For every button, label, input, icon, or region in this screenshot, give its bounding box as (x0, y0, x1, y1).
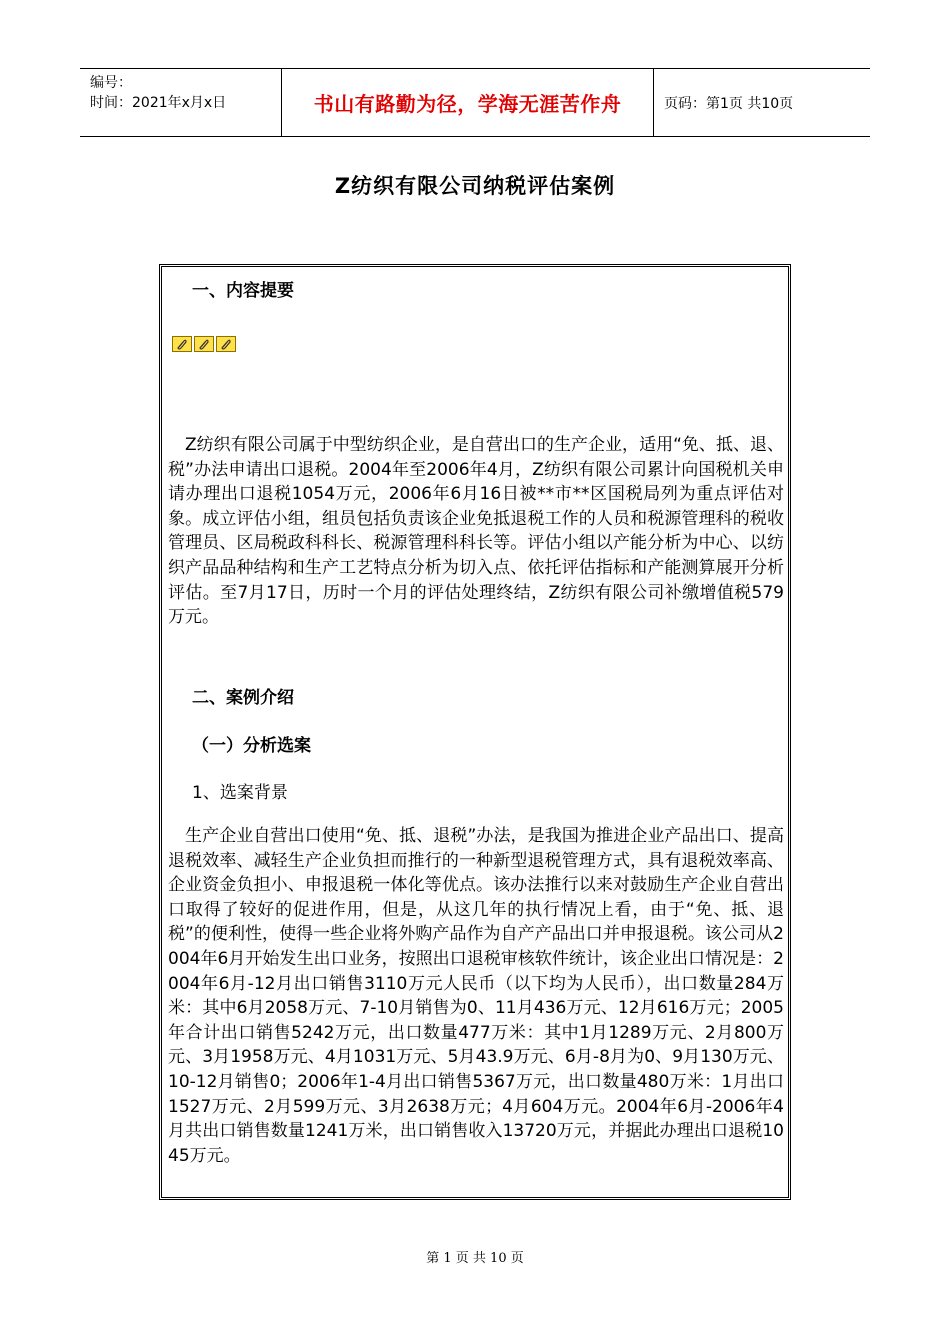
document-title: Z纺织有限公司纳税评估案例 (334, 174, 616, 198)
attachment-icon[interactable] (194, 336, 214, 352)
summary-paragraph: Z纺织有限公司属于中型纺织企业，是自营出口的生产企业，适用“免、抵、退、税”办法申请出口退税。2004年至2006年4月，Z纺织有限公司累计向国税机关申请办理出口退税1054万元，2006年6月16日被**市**区国税局列为重点评估对象。成立评估小组，组员包括负责该企业免抵退税工作的人员和税源管理科的税收管理员、区局税政科科长、税源管理科科长等。评估小组以产能分析为中心、以纺织产品品种结构和生产工艺特点分析为切入点、依托评估指标和产能测算展开分析评估。至7月17日，历时一个月的评估处理终结，Z纺织有限公司补缴增值税579万元。 (168, 435, 784, 628)
page-header (80, 68, 870, 137)
attachment-icon[interactable] (216, 336, 236, 352)
content-frame (159, 264, 791, 1200)
document-number-label: 编号： (90, 75, 132, 91)
header-motto: 书山有路勤为径，学海无涯苦作舟 (282, 69, 654, 136)
document-time-label: 时间：2021年x月x日 (90, 95, 227, 111)
page-footer: 第 1 页 共 10 页 (426, 1251, 524, 1266)
section-heading-summary: 一、内容提要 (192, 281, 294, 301)
background-paragraph: 生产企业自营出口使用“免、抵、退税”办法，是我国为推进企业产品出口、提高退税效率、减轻生产企业负担而推行的一种新型退税管理方式，具有退税效率高、企业资金负担小、申报退税一体化等优点。该办法推行以来对鼓励生产企业自营出口取得了较好的促进作用，但是，从这几年的执行情况上看，由于“免、抵、退税”的便利性，使得一些企业将外购产品作为自产产品出口并申报退税。该公司从2004年6月开始发生出口业务，按照出口退税审核软件统计，该企业出口情况是：2004年6月-12月出口销售3110万元人民币（以下均为人民币），出口数量284万米：其中6月2058万元、7-10月销售为0、11月436万元、12月616万元；2005年合计出口销售5242万元，出口数量477万米：其中1月1289万元、2月800万元、3月1958万元、4月1031万元、5月43.9万元、6月-8月为0、9月130万元、10-12月销售0；2006年1-4月出口销售5367万元，出口数量480万米：1月出口1527万元、2月599万元、3月2638万元；4月604万元。2004年6月-2006年4月共出口销售数量1241万米，出口销售收入13720万元，并据此办理出口退税1045万元。 (168, 826, 784, 1166)
attachment-icons (172, 336, 238, 352)
header-meta (80, 69, 282, 136)
section-heading-case: 二、案例介绍 (192, 688, 294, 708)
item-heading-background: 1、选案背景 (192, 783, 288, 803)
header-page-code: 页码：第1页 共10页 (664, 95, 794, 112)
subsection-heading-analysis: （一）分析选案 (192, 736, 311, 756)
attachment-icon[interactable] (172, 336, 192, 352)
